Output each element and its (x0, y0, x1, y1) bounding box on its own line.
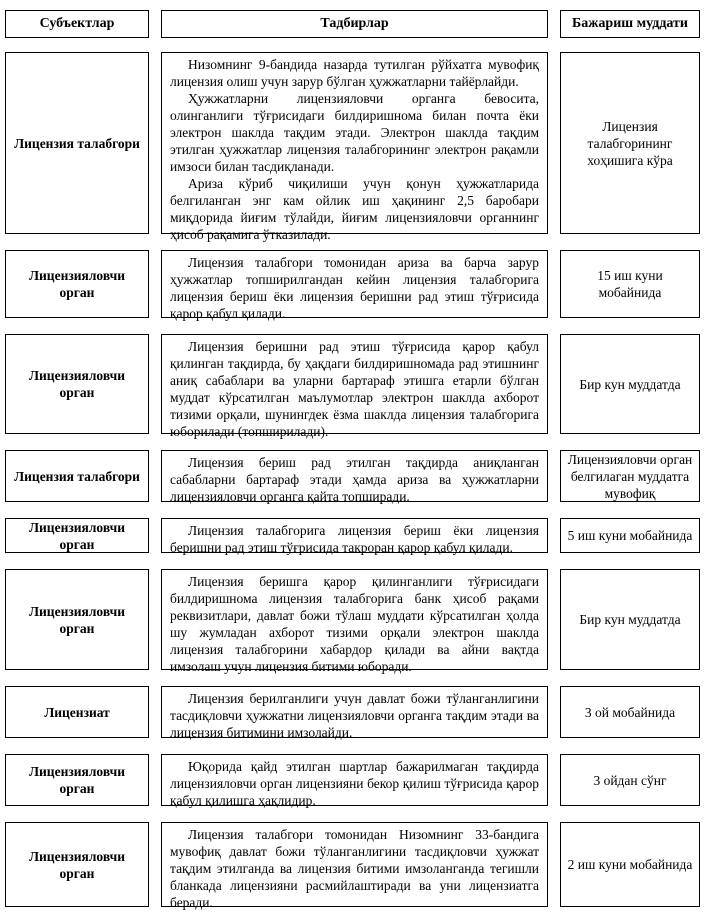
action-cell (161, 518, 548, 553)
term-cell: Лицензияловчи орган белгилаган муддатга мувофиқ (560, 450, 700, 502)
subject-cell: Лицензияловчи орган (5, 334, 149, 434)
subject-cell: Лицензияловчи орган (5, 569, 149, 670)
action-paragraph: Лицензия беришга қарор қилинганлиги тўғрисидаги билдиришнома лицензия талабгорига банк ҳисоб рақами реквизитлари, давлат божи тўлаш муддати кўрсатилган ҳолда шу жумладан ахборот тизими орқали электрон шаклда лицензия талабгорини хабардор қилади ва айни вақтда имзолаш учун лицензия битими юборади. (170, 574, 539, 674)
header-term: Бажариш муддати (560, 10, 700, 38)
subject-cell: Лицензияловчи орган (5, 518, 149, 553)
term-cell: 3 ой мобайнида (560, 686, 700, 738)
action-cell (161, 754, 548, 806)
term-cell: Лицензия талабгорининг хоҳишига кўра (560, 52, 700, 234)
header-subjects: Субъектлар (5, 10, 149, 38)
subject-cell: Лицензияловчи орган (5, 754, 149, 806)
action-paragraph: Ариза кўриб чиқилиши учун қонун ҳужжатларида белгиланган энг кам ойлик иш ҳақининг 2,5 баробари миқдорида йиғим тўлайди, йиғим лицензияловчи органнинг ҳисоб рақамига ўтказилади. (170, 176, 539, 242)
action-cell (161, 569, 548, 674)
term-cell: 2 иш куни мобайнида (560, 822, 700, 907)
action-cell (161, 334, 548, 439)
action-paragraph: Лицензия берилганлиги учун давлат божи тўланганлигини тасдиқловчи ҳужжатни лицензияловчи органга тақдим этади ва лицензия битимини имзолайди. (170, 691, 539, 740)
term-cell: Бир кун муддатда (560, 569, 700, 670)
action-cell (161, 686, 548, 738)
subject-cell: Лицензия талабгори (5, 450, 149, 502)
action-cell (161, 450, 548, 502)
action-paragraph: Ҳужжатларни лицензияловчи органга бевосита, олинганлиги тўғрисидаги билдиришнома билан почта ёки электрон шаклда тақдим этади. Электрон шаклда тақдим этилган ҳужжатлар лицензия талабгорининг электрон рақамли имзоси билан тасдиқланади. (170, 91, 539, 174)
action-cell (161, 250, 548, 321)
header-actions: Тадбирлар (161, 10, 548, 38)
term-cell: 5 иш куни мобайнида (560, 518, 700, 553)
action-cell (161, 52, 548, 242)
subject-cell: Лицензиат (5, 686, 149, 738)
subject-cell: Лицензияловчи орган (5, 822, 149, 907)
action-paragraph: Юқорида қайд этилган шартлар бажарилмаган тақдирда лицензияловчи орган лицензияни бекор қилиш тўғрисида қарор қабул қилишга ҳақлидир. (170, 759, 539, 808)
action-paragraph: Лицензия беришни рад этиш тўғрисида қарор қабул қилинган тақдирда, бу ҳақдаги билдиришномада рад этишнинг аниқ сабаблари ва уларни бартараф этишга етарли бўлган муддат кўрсатилган маълумотлар электрон шаклда ахборот тизими орқали, шунингдек ёзма шаклда лицензия талабгорига юборилади (топширилади). (170, 339, 539, 439)
action-cell (161, 822, 548, 910)
term-cell: 3 ойдан сўнг (560, 754, 700, 806)
subject-cell: Лицензия талабгори (5, 52, 149, 234)
action-paragraph: Лицензия талабгорига лицензия бериш ёки лицензия беришни рад этиш тўғрисида такроран қарор қабул қилади. (170, 523, 539, 555)
subject-cell: Лицензияловчи орган (5, 250, 149, 318)
term-cell: 15 иш куни мобайнида (560, 250, 700, 318)
action-paragraph: Лицензия талабгори томонидан Низомнинг 33-бандига мувофиқ давлат божи тўланганлигини тасдиқловчи ҳужжат тақдим этилганда ва лицензия битими имзоланганда тегишли бланкада лицензияни расмийлаштиради ва уни лицензиатга беради. (170, 827, 539, 910)
term-cell: Бир кун муддатда (560, 334, 700, 434)
action-paragraph: Лицензия бериш рад этилган тақдирда аниқланган сабабларни бартараф этади ҳамда ариза ва ҳужжатларни лицензияловчи органга қайта топширади. (170, 455, 539, 504)
action-paragraph: Низомнинг 9-бандида назарда тутилган рўйхатга мувофиқ лицензия олиш учун зарур бўлган ҳужжатларни тайёрлайди. (170, 57, 539, 89)
action-paragraph: Лицензия талабгори томонидан ариза ва барча зарур ҳужжатлар топширилгандан кейин лицензия талабгорига лицензия бериш ёки лицензия беришни рад этиш тўғрисида қарор қабул қилади. (170, 255, 539, 321)
